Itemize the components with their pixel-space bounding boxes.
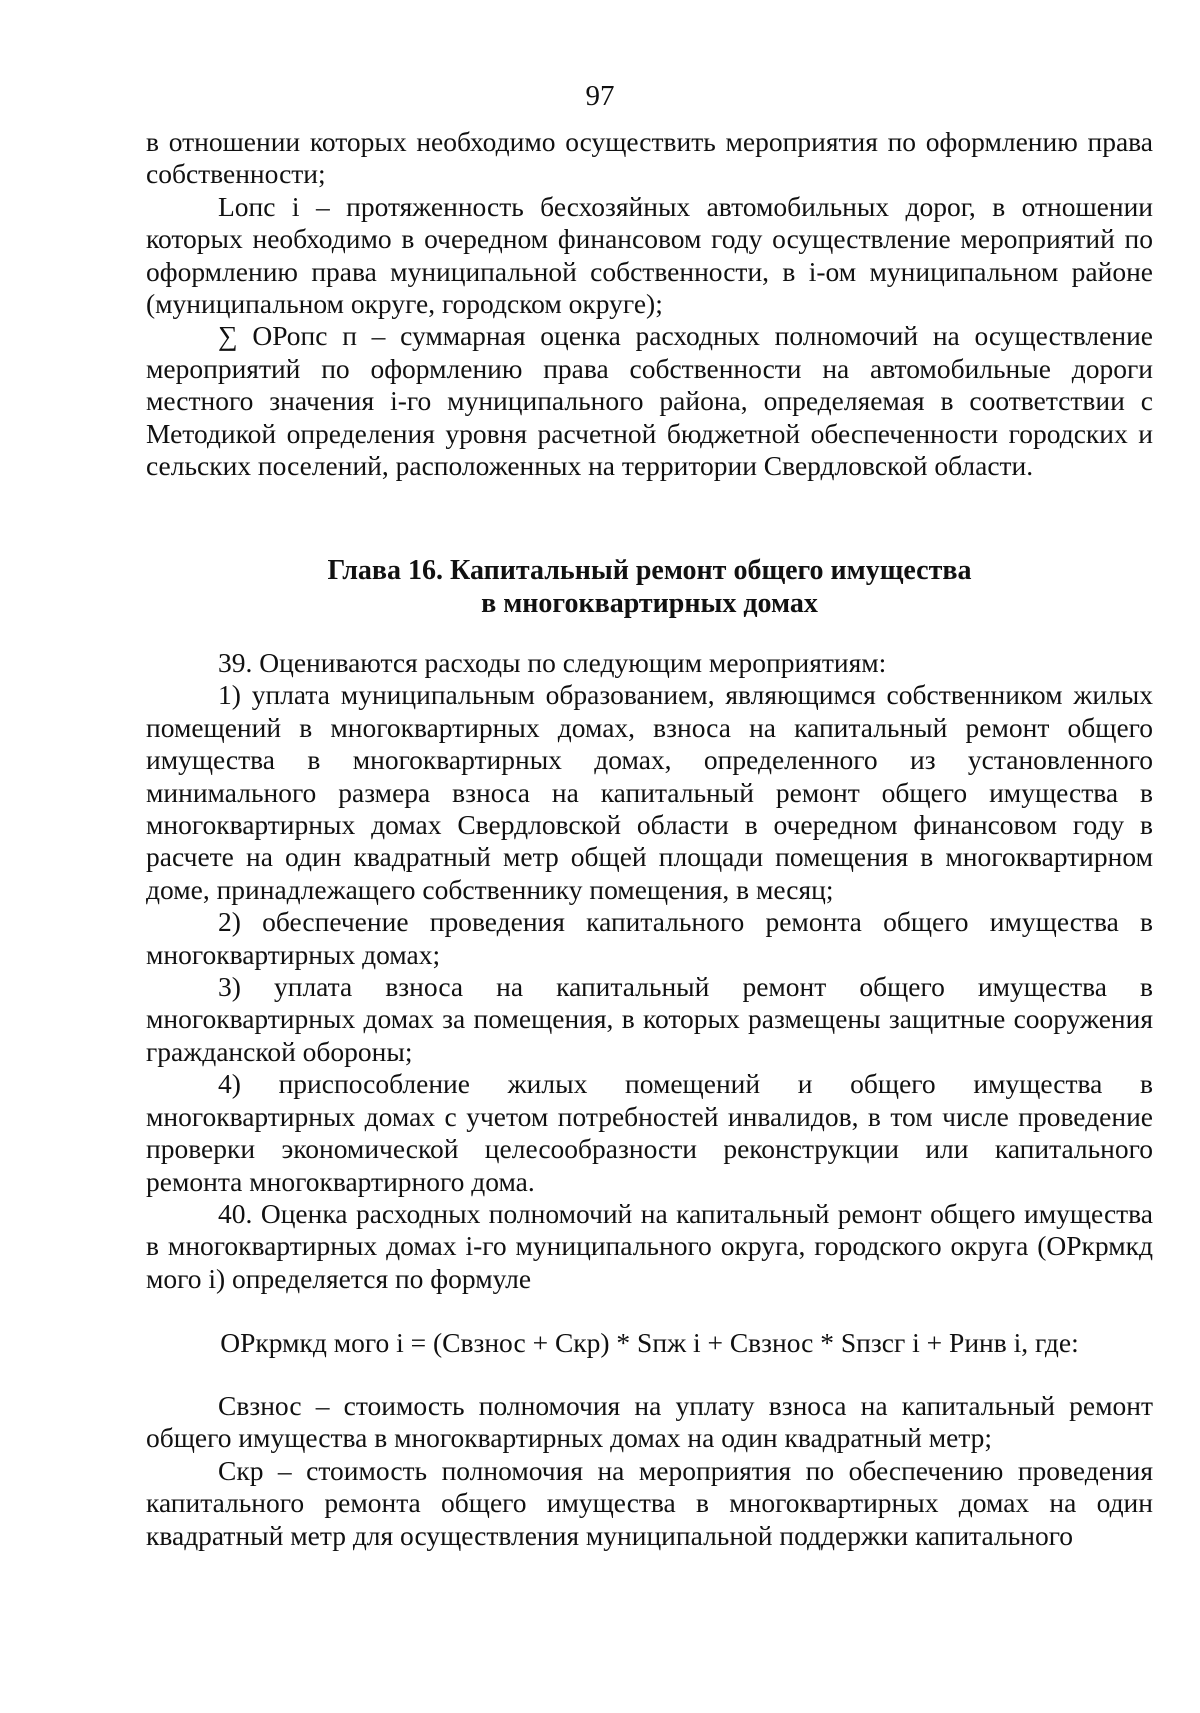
paragraph-39-intro: 39. Оцениваются расходы по следующим мероприятиям:: [218, 647, 887, 678]
chapter-heading: [146, 554, 1153, 620]
definitions-block: [146, 1390, 1153, 1552]
list-item-3: 3) уплата взноса на капитальный ремонт общего имущества в многоквартирных домах за помещения, в которых размещены защитные сооружения гражданской обороны;: [146, 971, 1153, 1067]
paragraph-sum-orops-definition: ∑ ОРопс п – суммарная оценка расходных полномочий на осуществление мероприятий по оформлению права собственности на автомобильные дороги местного значения i-го муниципального района, определяемая в соответствии с Методикой определения уровня расчетной бюджетной обеспеченности городских и сельских поселений, расположенных на территории Свердловской области.: [146, 320, 1153, 482]
page-number: 97: [585, 80, 615, 112]
top-text-block: [146, 126, 1153, 482]
definition-svznos: Свзнос – стоимость полномочия на уплату взноса на капитальный ремонт общего имущества в многоквартирных домах на один квадратный метр;: [146, 1390, 1153, 1454]
chapter-heading-line-2: в многоквартирных домах: [481, 588, 818, 619]
paragraph-lops-definition: Lопс i – протяженность бесхозяйных автомобильных дорог, в отношении которых необходимо в очередном финансовом году осуществление мероприятий по оформлению права муниципальной собственности, в i-ом муниципальном районе (муниципальном округе, городском округе);: [146, 190, 1153, 320]
formula-orkrmkd: ОРкрмкд мого i = (Свзнос + Скр) * Sпж i + Свзнос * Sпзсг i + Ринв i, где:: [220, 1327, 1079, 1358]
definition-skr: Скр – стоимость полномочия на мероприятия по обеспечению проведения капитального ремонта общего имущества в многоквартирных домах на один квадратный метр для осуществления муниципальной поддержки капитального: [146, 1454, 1153, 1551]
paragraph-continuation: в отношении которых необходимо осуществить мероприятия по оформлению права собственности;: [146, 126, 1153, 190]
list-item-4: 4) приспособление жилых помещений и общего имущества в многоквартирных домах с учетом потребностей инвалидов, в том числе проведение проверки экономической целесообразности реконструкции или капитального ремонта многоквартирного дома.: [146, 1068, 1153, 1197]
chapter-heading-line-1: Глава 16. Капитальный ремонт общего имущества: [327, 555, 972, 586]
list-item-1: 1) уплата муниципальным образованием, являющимся собственником жилых помещений в многоквартирных домах, взноса на капитальный ремонт общего имущества в многоквартирных домах, определенного из установленного минимального размера взноса на капитальный ремонт общего имущества в многоквартирных домах Свердловской области в очередном финансовом году в расчете на один квадратный метр общей площади помещения в многоквартирном доме, принадлежащего собственнику помещения, в месяц;: [146, 679, 1153, 905]
paragraph-40: 40. Оценка расходных полномочий на капитальный ремонт общего имущества в многоквартирных домах i-го муниципального округа, городского округа (ОРкрмкд мого i) определяется по формуле: [146, 1197, 1153, 1294]
chapter-body-block: [146, 647, 1153, 1295]
list-item-2: 2) обеспечение проведения капитального ремонта общего имущества в многоквартирных домах;: [146, 906, 1153, 970]
